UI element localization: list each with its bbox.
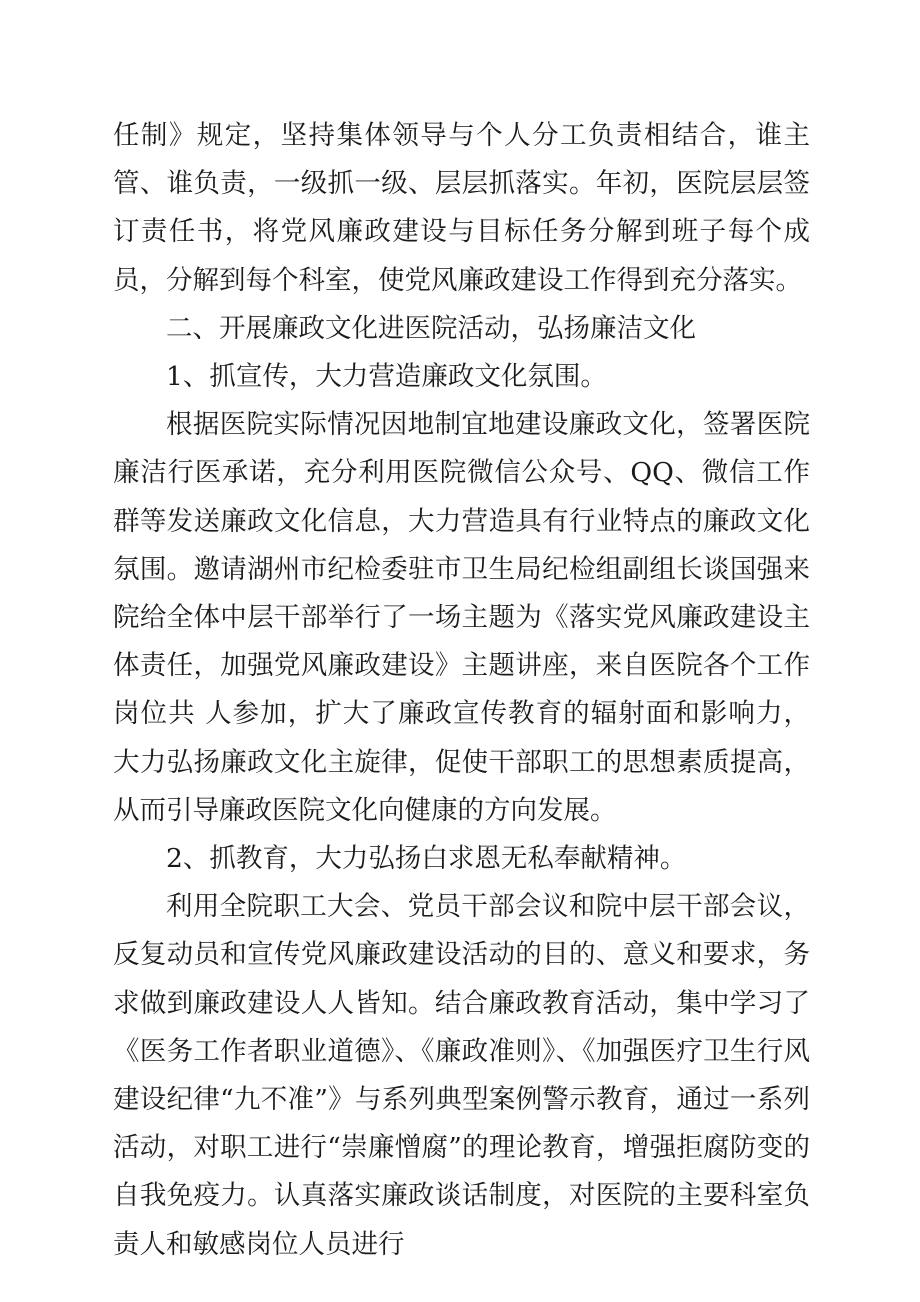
document-body: [113, 112, 810, 1269]
paragraph-education: 利用全院职工大会、党员干部会议和院中层干部会议，反复动员和宣传党风廉政建设活动的目的、意义和要求，务求做到廉政建设人人皆知。结合廉政教育活动，集中学习了《医务工作者职业道德》、《廉政准则》、《加强医疗卫生行风建设纪律“九不准”》与系列典型案例警示教育，通过一系列活动，对职工进行“崇廉憎腐”的理论教育，增强拒腐防变的自我免疫力。认真落实廉政谈话制度，对医院的主要科室负责人和敏感岗位人员进行: [113, 891, 810, 1260]
subheading-2: 2、抓教育，大力弘扬白求恩无私奉献精神。: [166, 843, 687, 875]
paragraph-continuation: 任制》规定，坚持集体领导与个人分工负责相结合，谁主管、谁负责，一级抓一级、层层抓落实。年初，医院层层签订责任书，将党风廉政建设与目标任务分解到班子每个成员，分解到每个科室，使党风廉政建设工作得到充分落实。: [113, 120, 810, 296]
section-heading-2: 二、开展廉政文化进医院活动，弘扬廉洁文化: [166, 312, 696, 344]
paragraph-propaganda: 根据医院实际情况因地制宜地建设廉政文化，签署医院廉洁行医承诺，充分利用医院微信公众号、QQ、微信工作群等发送廉政文化信息，大力营造具有行业特点的廉政文化氛围。邀请湖州市纪检委驻市卫生局纪检组副组长谈国强来院给全体中层干部举行了一场主题为《落实党风廉政建设主体责任，加强党风廉政建设》主题讲座，来自医院各个工作岗位共 人参加，扩大了廉政宣传教育的辐射面和影响力，大力弘扬廉政文化主旋律，促使干部职工的思想素质提高，从而引导廉政医院文化向健康的方向发展。: [113, 409, 810, 826]
subheading-1: 1、抓宣传，大力营造廉政文化氛围。: [166, 361, 607, 393]
